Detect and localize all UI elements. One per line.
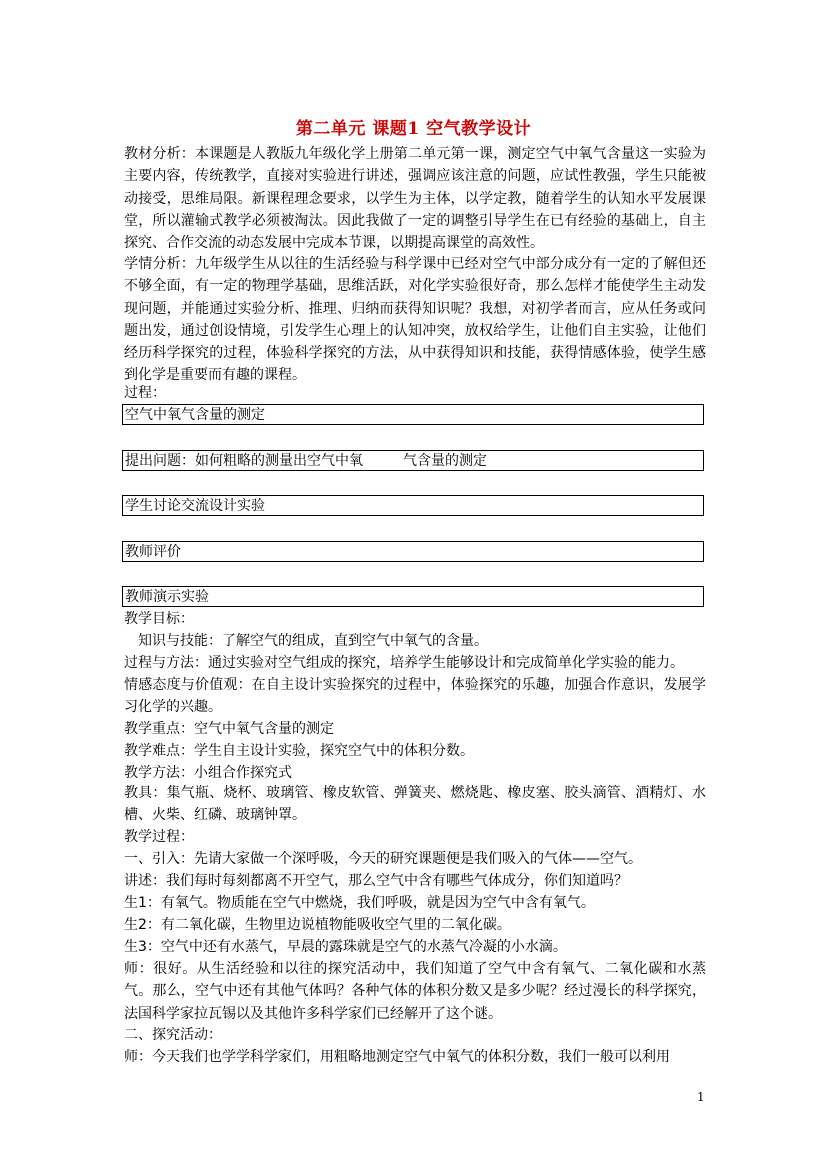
- teaching-goals-label: 教学目标：: [124, 611, 194, 627]
- flow-box-2-part-a: 提出问题：如何粗略的测量出空气中氧: [125, 453, 363, 469]
- paragraph-learner-analysis: 学情分析：九年级学生从以往的生活经验与科学课中已经对空气中部分成分有一定的了解但还不够全面，有一定的物理学基础，思维活跃，对化学实验很好奇，那么怎样才能使学生主动发现问题，并能通过实验分析、推理、归纳而获得知识呢？我想，对初学者而言，应从任务或问题出发，通过创设情境，引发学生心理上的认知冲突，放权给学生，让他们自主实验，让他们经历科学探究的过程，体验科学探究的方法，从中获得知识和技能，获得情感体验，使学生感到化学是重要而有趣的课程。: [124, 256, 706, 384]
- teacher-paragraph-1: 师：很好。从生活经验和以往的探究活动中，我们知道了空气中含有氧气、二氧化碳和水蒸气。那么，空气中还有其他气体吗？各种气体的体积分数又是多少呢？经过漫长的科学探究，法国科学家拉瓦锡以及其他许多科学家们已经解开了这个谜。: [124, 961, 706, 1022]
- intro-line: 一、引入：先请大家做一个深呼吸，今天的研究课题便是我们吸入的气体——空气。: [124, 851, 642, 867]
- teaching-tools: 教具：集气瓶、烧杯、玻璃管、橡皮软管、弹簧夹、燃烧匙、橡皮塞、胶头滴管、酒精灯、水槽、火柴、红磷、玻璃钟罩。: [124, 785, 706, 824]
- flow-box-4: 教师评价: [122, 541, 704, 562]
- teaching-approach: 教学方法：小组合作探究式: [124, 765, 292, 781]
- goal-knowledge: 知识与技能：了解空气的组成，直到空气中氧气的含量。: [138, 633, 488, 649]
- flow-box-3: 学生讨论交流设计实验: [122, 495, 704, 516]
- page-title: 第二单元 课题1 空气教学设计: [295, 119, 532, 139]
- process-label: 过程：: [124, 385, 166, 401]
- student-3-line: 生3：空气中还有水蒸气，早晨的露珠就是空气的水蒸气冷凝的小水滴。: [124, 939, 567, 955]
- teaching-process-label: 教学过程：: [124, 829, 194, 845]
- flow-box-2: [122, 450, 704, 471]
- teaching-difficulty: 教学难点：学生自主设计实验，探究空气中的体积分数。: [124, 743, 474, 759]
- flow-box-5: 教师演示实验: [122, 586, 704, 607]
- explore-label: 二、探究活动：: [124, 1027, 222, 1043]
- student-2-line: 生2：有二氧化碳，生物里边说植物能吸收空气里的二氧化碳。: [124, 917, 511, 933]
- student-1-line: 生1：有氧气。物质能在空气中燃烧，我们呼吸，就是因为空气中含有氧气。: [124, 895, 595, 911]
- flow-box-1: 空气中氧气含量的测定: [122, 404, 704, 425]
- teacher-line-2: 师：今天我们也学学科学家们，用粗略地测定空气中氧气的体积分数，我们一般可以利用: [124, 1049, 670, 1065]
- goal-emotion: 情感态度与价值观：在自主设计实验探究的过程中，体验探究的乐趣，加强合作意识，发展学习化学的兴趣。: [124, 677, 706, 716]
- page-number: 1: [697, 1090, 705, 1104]
- goal-method: 过程与方法：通过实验对空气组成的探究，培养学生能够设计和完成简单化学实验的能力。: [124, 655, 684, 671]
- teaching-key: 教学重点：空气中氧气含量的测定: [124, 721, 334, 737]
- flow-box-2-part-b: 气含量的测定: [403, 453, 487, 469]
- paragraph-textbook-analysis: 教材分析：本课题是人教版九年级化学上册第二单元第一课，测定空气中氧气含量这一实验为主要内容，传统教学，直接对实验进行讲述，强调应该注意的问题，应试性教强，学生只能被动接受，思维局限。新课程理念要求，以学生为主体，以学定教，随着学生的认知水平发展课堂，所以灌输式教学必须被淘汰。因此我做了一定的调整引导学生在已有经验的基础上，自主探究、合作交流的动态发展中完成本节课，以期提高课堂的高效性。: [124, 146, 706, 252]
- explain-line: 讲述：我们每时每刻都离不开空气，那么空气中含有哪些气体成分，你们知道吗？: [124, 873, 628, 889]
